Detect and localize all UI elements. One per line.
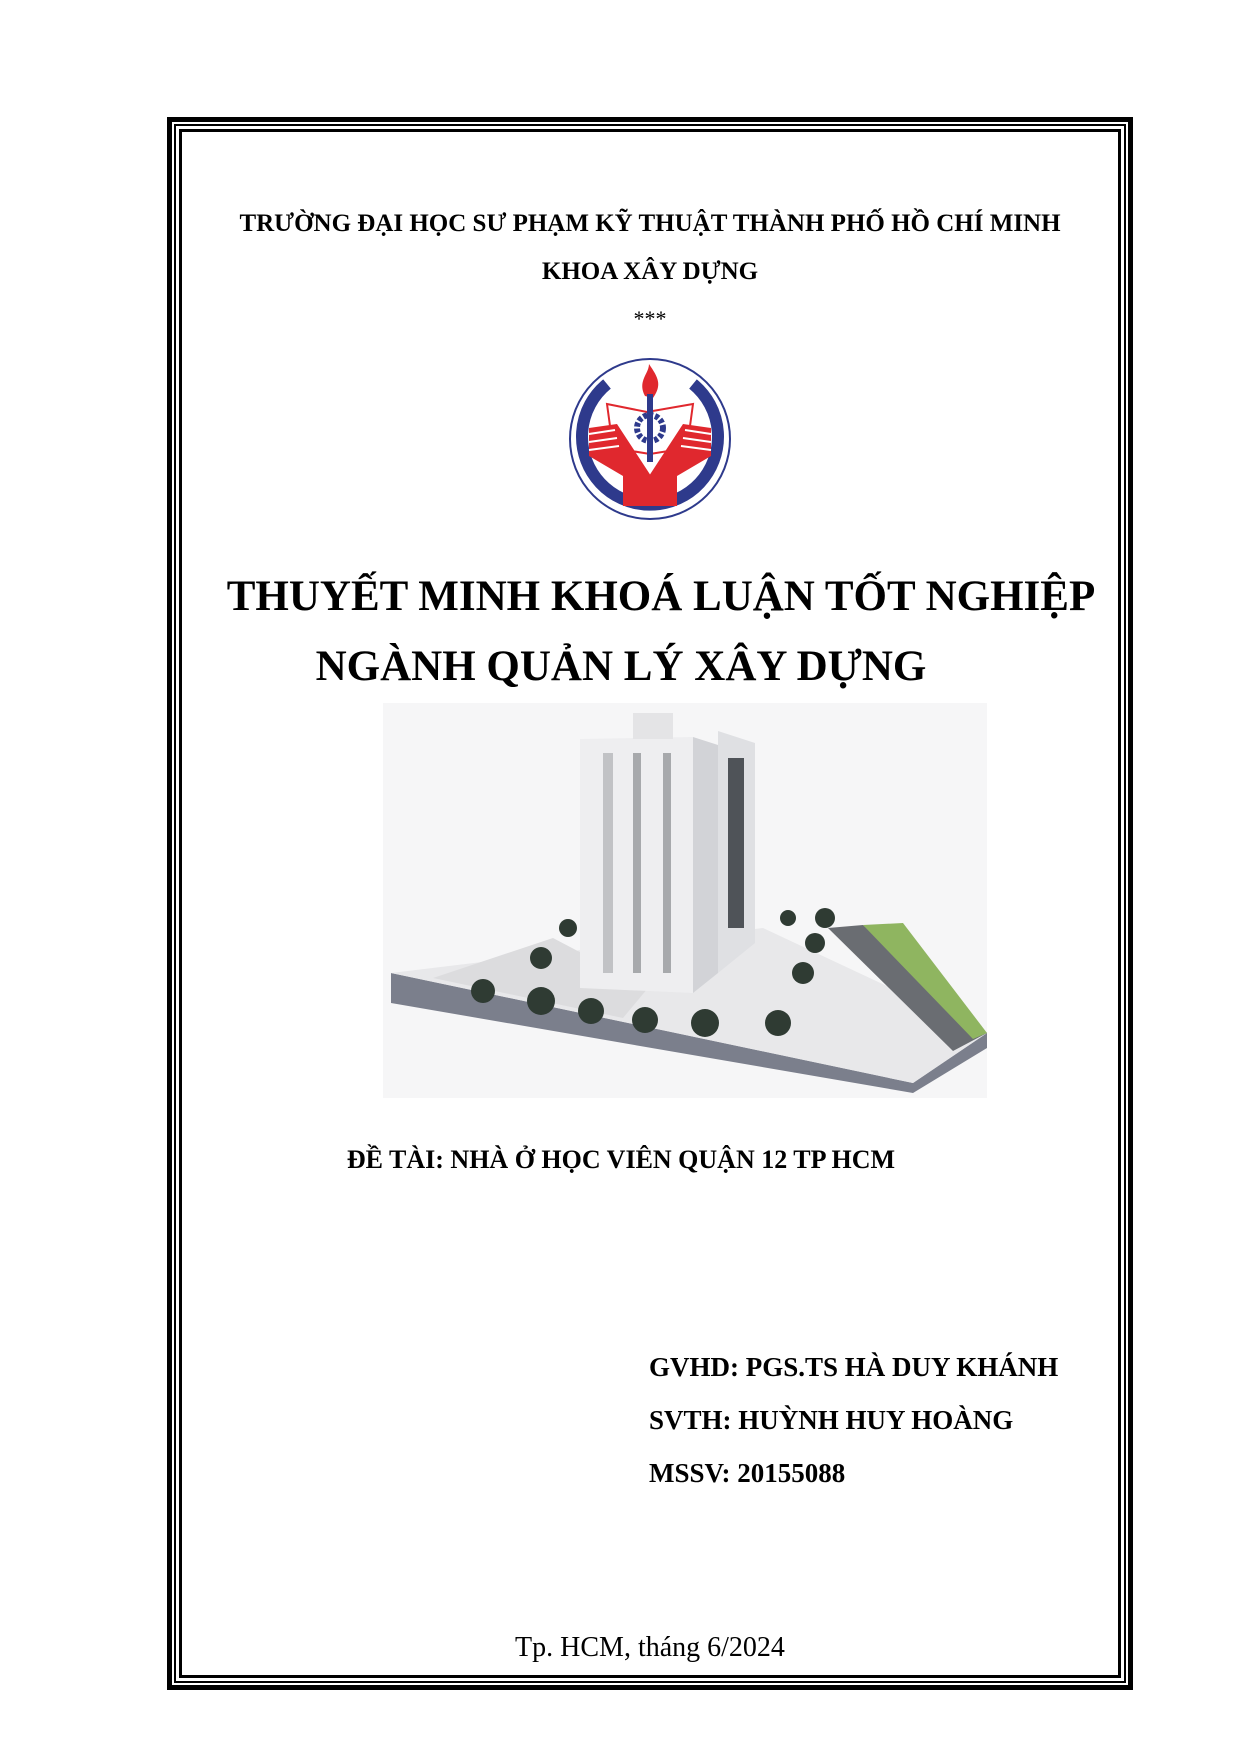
separator: *** [633, 306, 667, 331]
thesis-title-line2: NGÀNH QUẢN LÝ XÂY DỰNG [315, 643, 927, 690]
school-name: TRƯỜNG ĐẠI HỌC SƯ PHẠM KỸ THUẬT THÀNH PHỐ HỒ CHÍ MINH [239, 210, 1061, 237]
advisor: GVHD: PGS.TS HÀ DUY KHÁNH [649, 1352, 1059, 1382]
thesis-topic: ĐỀ TÀI: NHÀ Ở HỌC VIÊN QUẬN 12 TP HCM [346, 1145, 896, 1174]
student-id: MSSV: 20155088 [649, 1458, 846, 1488]
place-date: Tp. HCM, tháng 6/2024 [515, 1632, 785, 1663]
faculty-name: KHOA XÂY DỰNG [541, 258, 759, 285]
student-name: SVTH: HUỲNH HUY HOÀNG [649, 1405, 1014, 1435]
thesis-title-line1: THUYẾT MINH KHOÁ LUẬN TỐT NGHIỆP [226, 573, 1096, 620]
university-logo-icon [567, 356, 733, 522]
building-render-image [383, 703, 987, 1098]
